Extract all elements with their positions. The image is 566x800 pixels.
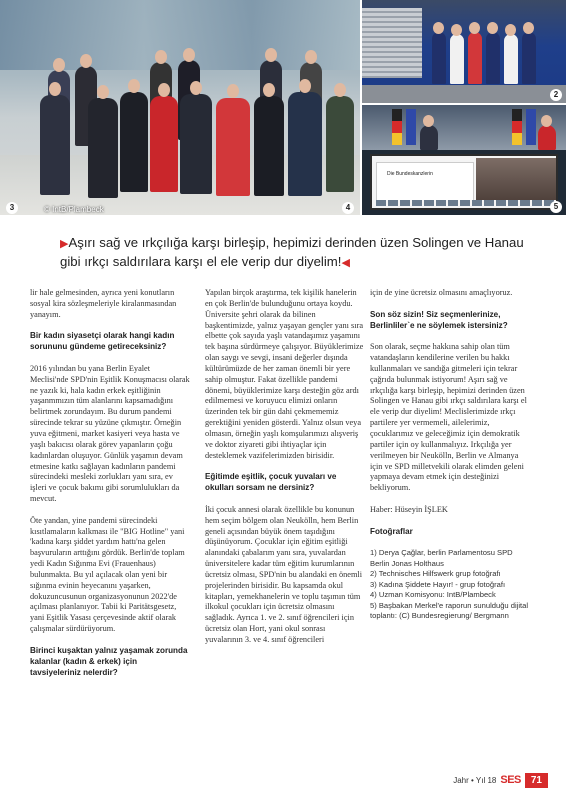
photo-person xyxy=(180,94,212,194)
photo-head xyxy=(433,22,444,34)
photo-head xyxy=(305,50,317,64)
photo-head xyxy=(487,22,498,34)
photo-person xyxy=(522,32,536,84)
photo-caption: 3) Kadına Şiddete Hayır! - grup fotoğrafı xyxy=(370,579,506,589)
text-column-3 xyxy=(370,288,530,622)
photo-person xyxy=(486,32,500,84)
byline: Haber: Hüseyin İŞLEK xyxy=(370,504,448,514)
flag-icon xyxy=(406,109,416,145)
photo-head xyxy=(265,48,277,62)
photo-head xyxy=(158,83,170,97)
paragraph: lir hale gelmesinden, ayrıca yeni konutların sosyal kira sözleşmeleriyle kiralanmasından yanayım. xyxy=(30,288,177,319)
photos-heading: Fotoğraflar xyxy=(370,526,413,536)
photo-head xyxy=(227,84,239,98)
photo-head xyxy=(183,48,195,62)
report-document xyxy=(376,162,474,202)
meeting-photo xyxy=(362,105,566,150)
photo-person xyxy=(326,96,354,192)
photo-head xyxy=(451,24,462,36)
photo-head xyxy=(423,115,434,127)
issue-label: Jahr • Yıl 18 xyxy=(453,775,497,785)
photo-caption: 4) Uzman Komisyonu: IntB/Plambeck xyxy=(370,590,496,600)
truck-shutter xyxy=(362,8,422,78)
group-photo-truck xyxy=(362,0,566,103)
photo-head xyxy=(128,79,140,93)
photo-head xyxy=(469,22,480,34)
photo-head xyxy=(49,82,61,96)
paragraph: Son olarak, seçme hakkına sahip olan tüm vatandaşların kendilerine verilen bu hakkı kullanmaları ve sandığa gitmeleri için tekrar çağrıda bulunmak istiyorum! Aşırı sağ ve ırkçılığa karşı birleşip, hepimizi derinden üzen Solingen ve Hanau gibi ırkçı saldırılara karşı el ele verip dur diyelim! Meclislerimizde ırkçı partilere yer vermemeli, ailelerimiz, çocuklarımız ve geleceğimiz için demokratik partiler için oy kullanmalıyız. Irkçılığa yer verilmeyen bir Neukölln, Berlin ve Almanya için ve SPD milletvekili olarak elimden geleni yapmaya devam etmek için desteğinizi bekliyorum. xyxy=(370,342,527,493)
photo-head xyxy=(334,83,346,97)
flag-icon xyxy=(526,109,536,145)
photo-person xyxy=(288,92,322,196)
photo-head xyxy=(80,54,92,68)
photo-person xyxy=(88,98,118,198)
pull-quote xyxy=(60,234,540,272)
photo-person xyxy=(40,95,70,195)
photo-person xyxy=(254,96,284,196)
paragraph: Yapılan birçok araştırma, tek kişilik hanelerin en çok Berlin'de bulunduğunu ortaya koydu. Üniversite şehri olarak da bilinen başkentimizde, yalnız yaşayan gençler yanı sıra elbette çok sayıda yaşlı vatandaşımız yaşamını tek başına sürdürmeye çalışıyor. Büyüklerimize olan saygı ve sevgi, insani değerler dışında kültürümüzde de her zaman önemli bir yere sahip olmuştur. Fakat özellikle pandemi dönemi, büyüklerimize karşı desteğin göz ardı edilmemesi ve koruyucu elimizi onların üzerinden tek bir gün dahi çekmememiz gerektiğini yeniden gösterdi. Yalnız olsun veya olmasın, örneğin yaşlı komşularımızı alışveriş ve doktor ziyareti gibi ihtiyaçlar için desteklemek vazifelerimizden birisidir. xyxy=(205,288,364,460)
photo-person xyxy=(216,98,250,196)
photo-head xyxy=(97,85,109,99)
text-column-2 xyxy=(205,288,365,657)
question-heading: Son söz sizin! Siz seçmenlerinize, Berlinliler`e ne söylemek istersiniz? xyxy=(370,309,508,330)
question-heading: Eğitimde eşitlik, çocuk yuvaları ve okulları sorsam ne dersiniz? xyxy=(205,472,337,493)
photo-ground xyxy=(362,85,566,103)
photo-person xyxy=(150,96,178,192)
photo-head xyxy=(155,50,167,64)
paragraph: için de yine ücretsiz olmasını amaçlıyoruz. xyxy=(370,288,513,297)
paragraph: 2016 yılından bu yana Berlin Eyalet Meclisi'nde SPD'nin Eşitlik Konuşmacısı olarak ne yazık ki, hala kadın erkek eşitliğinin yaşanmmızın tüm alanlarını kapsamadığını belirtmek zorundayım. Bu durum pandemi sürecinde tekrar su yüzüne çıkmıştır. Örneğin yuva eğitmeni, market kasiyeri veya hasta ve yaşlı bakıcısı olarak görev yapanların çoğu kadınlardan oluşuyor. Günlük yaşamın devam etmesine katkı sağlayan kadınların pandemi sürecindeki mesleki zorlukları yanı sıra, ev işleri ve çocuk bakımı gibi sorumlulukları da mevcut. xyxy=(30,363,190,504)
group-photo-main xyxy=(0,0,360,215)
question-heading: Birinci kuşaktan yalnız yaşamak zorunda kalanlar (kadın & erkek) için tavsiyeleriniz nelerdir? xyxy=(30,645,188,677)
flag-icon xyxy=(392,109,402,145)
participant-thumbnails xyxy=(376,200,556,206)
photo-head xyxy=(53,58,65,72)
page-footer xyxy=(453,772,548,788)
photo-number-badge: 5 xyxy=(550,201,562,213)
text-column-1 xyxy=(30,288,190,689)
page-number: 71 xyxy=(525,773,548,788)
photo-head xyxy=(263,83,275,97)
photo-person xyxy=(504,34,518,84)
question-heading: Bir kadın siyasetçi olarak hangi kadın sorununu gündeme getireceksiniz? xyxy=(30,331,175,352)
photo-person xyxy=(450,34,464,84)
photo-number-badge: 4 xyxy=(342,202,354,214)
video-conference-photo xyxy=(362,150,566,215)
conference-screen xyxy=(370,154,558,210)
photo-person xyxy=(420,125,438,150)
photo-caption: 2) Technisches Hilfswerk grup fotoğrafı xyxy=(370,569,501,579)
document-label: Die Bundeskanzlerin xyxy=(387,171,433,177)
photo-person xyxy=(120,92,148,192)
photo-head xyxy=(299,79,311,93)
paragraph: Öte yandan, yine pandemi sürecindeki kısıtlamaların kalkması ile "BIG Hotline" yani 'kadına karşı şiddet yardım hattı'na gelen başvuruların arttığını gördük. Berlin'de toplam yedi Kadın Sığınma Evi (Frauenhaus) bulunmakta. Bu yıl açılacak olan yeni bir sığınma evinin heyecanını yaşarken, dokuzuncusunun organizasyonunun 2022'de açılması planlanıyor. Tabii ki Paritätsgesetz, yani Eşitlik Yasası çerçevesinde aktif olarak çalışmalar sürdürüyorum. xyxy=(30,515,185,634)
photo-head xyxy=(505,24,516,36)
photo-number-badge: 3 xyxy=(6,202,18,214)
photo-caption: 1) Derya Çağlar, berlin Parlamentosu SPD Berlin Jonas Holthaus xyxy=(370,548,513,568)
pull-quote-text: Aşırı sağ ve ırkçılığa karşı birleşip, hepimizi derinden üzen Solingen ve Hanau gibi ırkçı saldırılara karşı el ele verip dur diyelim! xyxy=(60,235,524,269)
photo-head xyxy=(190,81,202,95)
photo-person xyxy=(432,32,446,84)
photo-caption: 5) Başbakan Merkel'e raporun sunulduğu dijital toplantı: (C) Bundesregierung/ Bergmann xyxy=(370,600,529,621)
brand-logo: SES xyxy=(500,774,521,786)
photo-person xyxy=(538,125,556,150)
triangle-left-icon: ◀ xyxy=(341,257,350,269)
speaker-video xyxy=(476,158,556,202)
photo-person xyxy=(468,32,482,84)
photo-head xyxy=(541,115,552,127)
triangle-right-icon: ▶ xyxy=(60,238,69,250)
flag-icon xyxy=(512,109,522,145)
photo-credit: © IntB/Plambeck xyxy=(44,205,104,214)
photo-head xyxy=(523,22,534,34)
photo-number-badge: 2 xyxy=(550,89,562,101)
paragraph: İki çocuk annesi olarak özellikle bu konunun hem seçim bölgem olan Neukölln, hem Berlin geneli açısından büyük önem taşıdığını düşünüyorum. Çocuklar için eğitim eşitliği alanındaki çabalarım yanı sıra, yuvalardan üniversitelere kadar tüm eğitim kurumlarının ücretsiz olması, SPD'nin bu alandaki en önemli projelerinden birisidir. Bu kapsamda okul kitapları, yemekhanelerin ve toplu taşımın tüm ilkokul çocukları için ücretsiz olmasını sağladık. Ayrıca 1. ve 2. sınıf öğrencileri için ücretsiz olan Hort, yani okul sonrası yuvalarının 3. ve 4. sınıf öğrencileri xyxy=(205,504,363,644)
